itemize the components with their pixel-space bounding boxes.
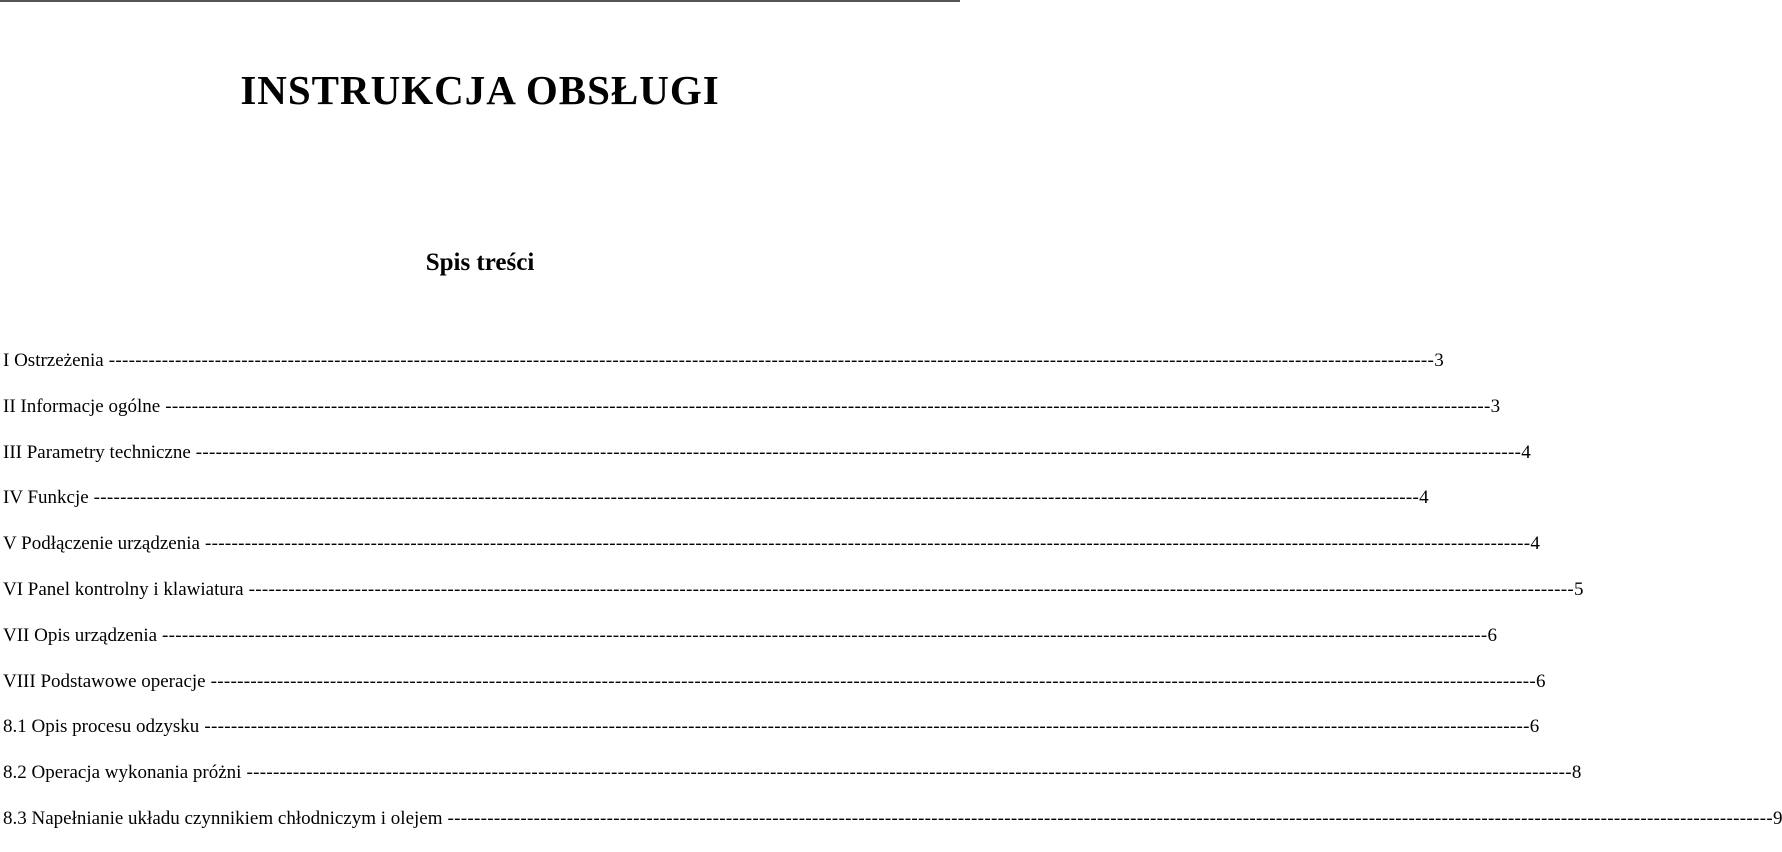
toc-entry-operacja-wykonania-prozni[interactable] [3,760,1582,806]
toc-dash-leader: -------------------------------------------------------------------------------------------------------------------------------------------------------------------------------------------------------- [195,441,1522,463]
toc-entry-page: 9 [1772,807,1782,829]
toc-entry-page: 4 [1530,533,1540,555]
toc-entry-page: 8 [1571,762,1582,784]
toc-entry-napelnianie-ukladu[interactable] [3,806,1782,852]
toc-dash-leader: -------------------------------------------------------------------------------------------------------------------------------------------------------------------------------------------------------- [162,624,1488,646]
toc-dash-leader: -------------------------------------------------------------------------------------------------------------------------------------------------------------------------------------------------------- [210,670,1537,692]
toc-entry-label: VI Panel kontrolny i klawiatura [3,578,244,600]
toc-entry-podstawowe-operacje[interactable] [3,669,1546,715]
toc-entry-parametry-techniczne[interactable] [3,440,1531,486]
toc-entry-informacje-ogolne[interactable] [3,394,1501,440]
toc-entry-page: 4 [1521,441,1531,463]
toc-entry-page: 4 [1419,487,1429,509]
toc-entry-panel-kontrolny[interactable] [3,577,1584,623]
toc-entry-label: III Parametry techniczne [3,441,191,463]
toc-entry-page: 6 [1529,716,1540,738]
toc-entry-opis-urzadzenia[interactable] [3,623,1497,669]
toc-entry-page: 6 [1487,624,1497,646]
toc-entry-opis-procesu-odzysku[interactable] [3,714,1540,760]
toc-entry-label: V Podłączenie urządzenia [3,533,200,555]
toc-entry-label: VII Opis urządzenia [3,624,158,646]
document-title: INSTRUKCJA OBSŁUGI [240,67,720,113]
toc-dash-leader: -------------------------------------------------------------------------------------------------------------------------------------------------------------------------------------------------------- [248,578,1575,600]
toc-entry-label: II Informacje ogólne [3,395,161,417]
toc-entry-ostrzezenia[interactable] [3,348,1444,394]
toc-entry-label: VIII Podstawowe operacje [3,670,206,692]
toc-entry-podlaczenie-urzadzenia[interactable] [3,531,1540,577]
toc-entry-funkcje[interactable] [3,485,1429,531]
table-of-contents [3,348,1782,852]
toc-dash-leader: -------------------------------------------------------------------------------------------------------------------------------------------------------------------------------------------------------- [204,533,1531,555]
toc-dash-leader: -------------------------------------------------------------------------------------------------------------------------------------------------------------------------------------------------------- [165,395,1491,417]
toc-entry-page: 3 [1490,395,1501,417]
toc-entry-page: 3 [1434,350,1444,371]
toc-entry-page: 6 [1536,670,1546,692]
toc-entry-label: I Ostrzeżenia [3,350,104,371]
toc-entry-label: 8.1 Opis procesu odzysku [3,716,200,738]
toc-entry-page: 5 [1574,578,1584,600]
toc-entry-label: 8.3 Napełnianie układu czynnikiem chłodniczym i olejem [3,807,443,829]
toc-dash-leader: -------------------------------------------------------------------------------------------------------------------------------------------------------------------------------------------------------- [447,807,1773,829]
toc-entry-label: IV Funkcje [3,487,89,509]
toc-heading: Spis treści [425,249,535,276]
toc-dash-leader: -------------------------------------------------------------------------------------------------------------------------------------------------------------------------------------------------------- [93,487,1420,509]
toc-dash-leader: -------------------------------------------------------------------------------------------------------------------------------------------------------------------------------------------------------- [246,762,1572,784]
top-border-rule [0,0,960,2]
toc-dash-leader: -------------------------------------------------------------------------------------------------------------------------------------------------------------------------------------------------------- [204,716,1530,738]
toc-dash-leader: -------------------------------------------------------------------------------------------------------------------------------------------------------------------------------------------------------- [108,350,1435,371]
toc-entry-label: 8.2 Operacja wykonania próżni [3,762,242,784]
